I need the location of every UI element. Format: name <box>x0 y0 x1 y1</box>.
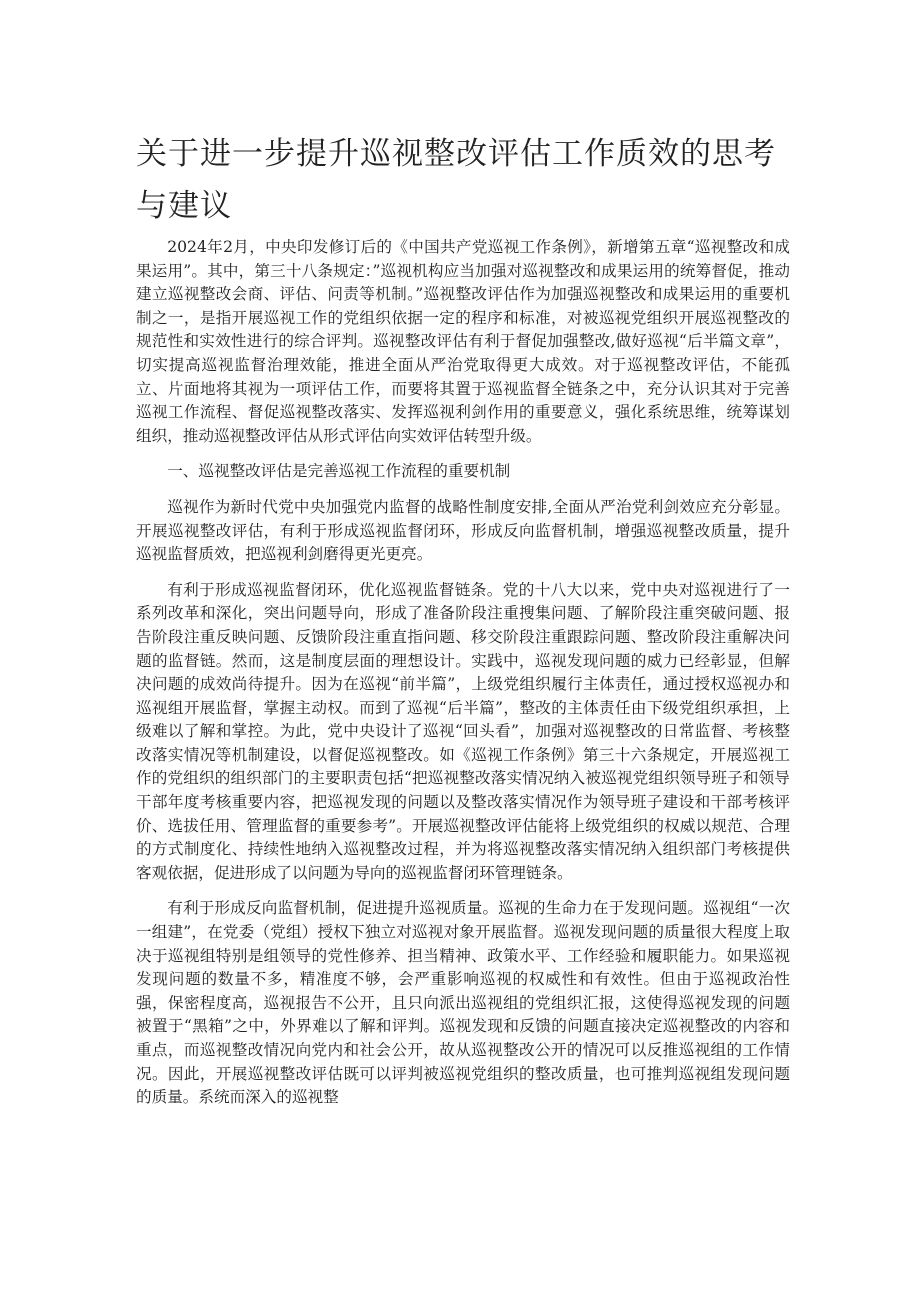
section-1-paragraph-1: 巡视作为新时代党中央加强党内监督的战略性制度安排,全面从严治党利剑效应充分彰显。开展巡视整改评估，有利于形成巡视监督闭环，形成反向监督机制，增强巡视整改质量，提升巡视监督质效，把巡视利剑磨得更光更亮。 <box>136 497 790 564</box>
document-title: 关于进一步提升巡视整改评估工作质效的思考与建议 <box>136 136 776 224</box>
document-body <box>136 236 790 1122</box>
section-heading-1: 一、巡视整改评估是完善巡视工作流程的重要机制 <box>167 462 511 481</box>
section-1-paragraph-2: 有利于形成巡视监督闭环，优化巡视监督链条。党的十八大以来，党中央对巡视进行了一系列改革和深化，突出问题导向，形成了准备阶段注重搜集问题、了解阶段注重突破问题、报告阶段注重反映问题、反馈阶段注重直指问题、移交阶段注重跟踪问题、整改阶段注重解决问题的监督链。然而，这是制度层面的理想设计。实践中，巡视发现问题的威力已经彰显，但解决问题的成效尚待提升。因为在巡视“前半篇”，上级党组织履行主体责任，通过授权巡视办和巡视组开展监督，掌握主动权。而到了巡视“后半篇”，整改的主体责任由下级党组织承担，上级难以了解和掌控。为此，党中央设计了巡视“回头看”，加强对巡视整改的日常监督、考核整改落实情况等机制建设，以督促巡视整改。如《巡视工作条例》第三十六条规定，开展巡视工作的党组织的组织部门的主要职责包括“把巡视整改落实情况纳入被巡视党组织领导班子和领导干部年度考核重要内容，把巡视发现的问题以及整改落实情况作为领导班子建设和干部考核评价、选拔任用、管理监督的重要参考”。开展巡视整改评估能将上级党组织的权威以规范、合理的方式制度化、持续性地纳入巡视整改过程，并为将巡视整改落实情况纳入组织部门考核提供客观依据，促进形成了以问题为导向的巡视监督闭环管理链条。 <box>136 580 790 882</box>
section-1-paragraph-3: 有利于形成反向监督机制，促进提升巡视质量。巡视的生命力在于发现问题。巡视组“一次一组建”，在党委（党组）授权下独立对巡视对象开展监督。巡视发现问题的质量很大程度上取决于巡视组特别是组领导的党性修养、担当精神、政策水平、工作经验和履职能力。如果巡视发现问题的数量不多，精准度不够，会严重影响巡视的权威性和有效性。但由于巡视政治性强，保密程度高，巡视报告不公开，且只向派出巡视组的党组织汇报，这使得巡视发现的问题被置于“黑箱”之中，外界难以了解和评判。巡视发现和反馈的问题直接决定巡视整改的内容和重点，而巡视整改情况向党内和社会公开，故从巡视整改公开的情况可以反推巡视组的工作情况。因此，开展巡视整改评估既可以评判被巡视党组织的整改质量，也可推判巡视组发现问题的质量。系统而深入的巡视整 <box>136 899 790 1107</box>
intro-paragraph: 2024年2月，中央印发修订后的《中国共产党巡视工作条例》，新增第五章“巡视整改和成果运用”。其中，第三十八条规定：”巡视机构应当加强对巡视整改和成果运用的统筹督促，推动建立巡视整改会商、评估、问责等机制。”巡视整改评估作为加强巡视整改和成果运用的重要机制之一，是指开展巡视工作的党组织依据一定的程序和标准，对被巡视党组织开展巡视整改的规范性和实效性进行的综合评判。巡视整改评估有利于督促加强整改,做好巡视“后半篇文章”，切实提高巡视监督治理效能，推进全面从严治党取得更大成效。对于巡视整改评估，不能孤立、片面地将其视为一项评估工作，而要将其置于巡视监督全链条之中，充分认识其对于完善巡视工作流程、督促巡视整改落实、发挥巡视利剑作用的重要意义，强化系统思维，统筹谋划组织，推动巡视整改评估从形式评估向实效评估转型升级。 <box>136 238 790 445</box>
